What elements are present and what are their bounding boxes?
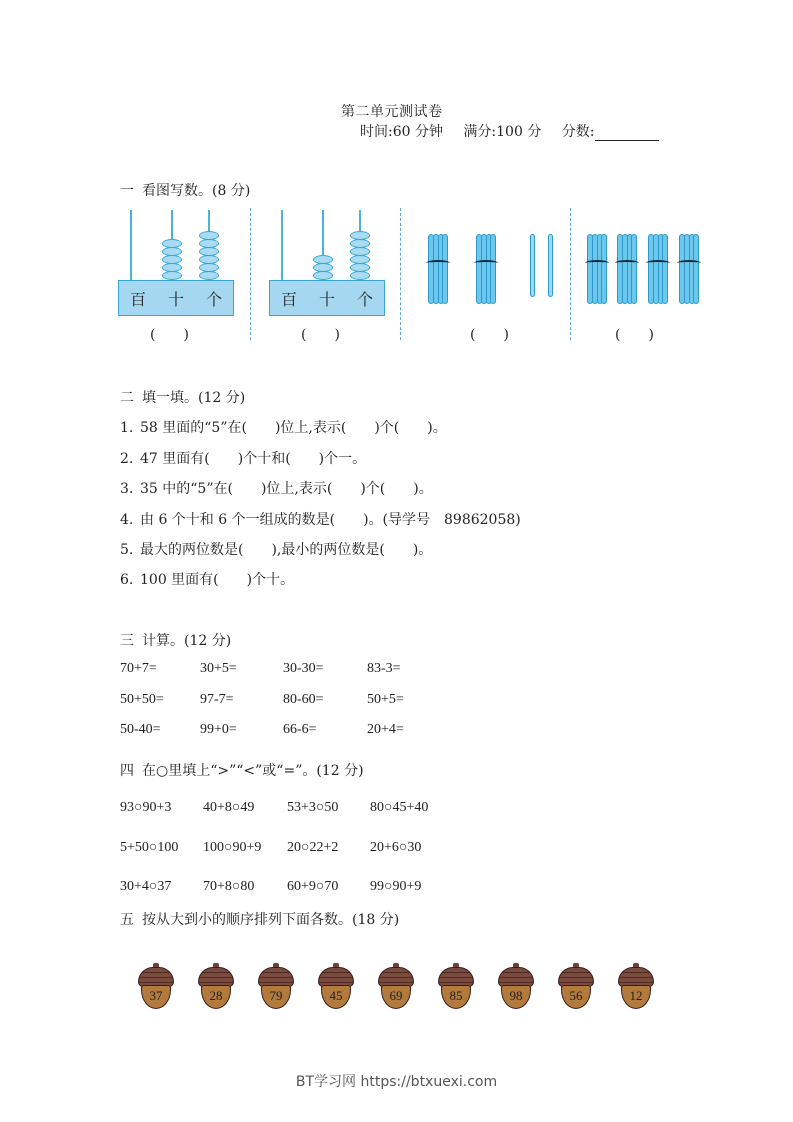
- acorn-number: 37: [141, 985, 171, 1009]
- calc-item: 50-40=: [120, 722, 161, 737]
- acorn: [437, 963, 475, 1011]
- acorn: [197, 963, 235, 1011]
- compare-item[interactable]: 5+50○100: [120, 840, 179, 855]
- question-text: 35 中的“5”在( )位上,表示( )个( )。: [140, 481, 433, 497]
- section-number: 二: [120, 390, 134, 406]
- full-score: 满分:100 分: [463, 124, 542, 140]
- question-index: 2.: [120, 451, 134, 467]
- score-label: 分数:: [561, 124, 595, 140]
- section-3-heading: [120, 630, 231, 650]
- score-blank[interactable]: [595, 126, 659, 141]
- acorn-number: 12: [621, 985, 651, 1009]
- section-title: 看图写数。(8 分): [142, 183, 251, 199]
- question-text: 47 里面有( )个十和( )个一。: [140, 451, 367, 467]
- divider: [250, 208, 251, 340]
- acorn-number: 28: [201, 985, 231, 1009]
- answer-blank[interactable]: ( ): [301, 327, 340, 343]
- answer-blank[interactable]: ( ): [150, 327, 189, 343]
- calc-item: 30+5=: [200, 661, 237, 676]
- calc-item: 50+50=: [120, 692, 164, 707]
- label-hundreds: 百: [280, 289, 297, 309]
- calc-item: 30-30=: [283, 661, 324, 676]
- stick-bundle: [587, 234, 607, 304]
- question-index: 5.: [120, 542, 134, 558]
- question-index: 1.: [120, 420, 134, 436]
- figure-abacus-2: [269, 208, 389, 343]
- label-tens: 十: [167, 289, 184, 309]
- single-stick: [548, 234, 553, 297]
- compare-item[interactable]: 93○90+3: [120, 800, 172, 815]
- answer-blank[interactable]: ( ): [615, 327, 654, 343]
- acorn: [137, 963, 175, 1011]
- section-1-heading: [120, 180, 250, 200]
- acorn-number: 56: [561, 985, 591, 1009]
- compare-item[interactable]: 99○90+9: [370, 879, 422, 894]
- compare-item[interactable]: 53+3○50: [287, 800, 339, 815]
- question-item: [120, 417, 447, 437]
- acorn: [377, 963, 415, 1011]
- compare-item[interactable]: 100○90+9: [203, 840, 262, 855]
- acorn: [617, 963, 655, 1011]
- section-number: 四: [120, 763, 134, 779]
- calc-item: 70+7=: [120, 661, 157, 676]
- calc-item: 20+4=: [367, 722, 404, 737]
- section-5-heading: [120, 909, 399, 929]
- question-item: [120, 448, 366, 468]
- compare-item[interactable]: 20○22+2: [287, 840, 339, 855]
- compare-item[interactable]: 80○45+40: [370, 800, 429, 815]
- calc-item: 66-6=: [283, 722, 317, 737]
- question-index: 6.: [120, 572, 134, 588]
- label-ones: 个: [205, 289, 222, 309]
- calc-item: 50+5=: [367, 692, 404, 707]
- question-item: [120, 509, 521, 529]
- footer-watermark: BT学习网 https://btxuexi.com: [295, 1074, 498, 1090]
- stick-bundle: [679, 234, 699, 304]
- label-hundreds: 百: [129, 289, 146, 309]
- answer-blank[interactable]: ( ): [470, 327, 509, 343]
- question-index: 3.: [120, 481, 134, 497]
- compare-item[interactable]: 60+9○70: [287, 879, 339, 894]
- section-title: 填一填。(12 分): [142, 390, 246, 406]
- stick-bundle: [476, 234, 496, 304]
- figure-sticks-1: [428, 234, 568, 344]
- acorn-number: 85: [441, 985, 471, 1009]
- calc-item: 99+0=: [200, 722, 237, 737]
- section-number: 五: [120, 912, 134, 928]
- acorn: [317, 963, 355, 1011]
- single-stick: [530, 234, 535, 297]
- question-text: 58 里面的“5”在( )位上,表示( )个( )。: [140, 420, 447, 436]
- question-item: [120, 478, 433, 498]
- section-number: 三: [120, 633, 134, 649]
- label-ones: 个: [356, 289, 373, 309]
- figure-abacus-1: [118, 208, 238, 343]
- stick-bundle: [648, 234, 668, 304]
- exam-info: [360, 121, 675, 141]
- calc-item: 83-3=: [367, 661, 401, 676]
- abacus-base: [269, 280, 385, 316]
- divider: [570, 208, 571, 340]
- stick-bundle: [617, 234, 637, 304]
- compare-item[interactable]: 40+8○49: [203, 800, 255, 815]
- section-title: 按从大到小的顺序排列下面各数。(18 分): [142, 912, 400, 928]
- question-index: 4.: [120, 512, 134, 528]
- question-text: 100 里面有( )个十。: [140, 572, 295, 588]
- acorn-number: 69: [381, 985, 411, 1009]
- stick-bundle: [428, 234, 448, 304]
- section-title: 在○里填上“>”“<”或“=”。(12 分): [142, 763, 364, 779]
- section-number: 一: [120, 183, 134, 199]
- question-item: [120, 539, 432, 559]
- page-title: 第二单元测试卷: [341, 104, 443, 120]
- acorn-number: 98: [501, 985, 531, 1009]
- acorn-number: 45: [321, 985, 351, 1009]
- question-item: [120, 569, 294, 589]
- calc-item: 97-7=: [200, 692, 234, 707]
- acorn: [257, 963, 295, 1011]
- question-text: 最大的两位数是( ),最小的两位数是( )。: [140, 542, 433, 558]
- divider: [400, 208, 401, 340]
- abacus-base: [118, 280, 234, 316]
- acorn: [497, 963, 535, 1011]
- figure-sticks-2: [587, 234, 707, 344]
- rod-hundreds: [281, 210, 283, 288]
- calc-item: 80-60=: [283, 692, 324, 707]
- acorn: [557, 963, 595, 1011]
- compare-item[interactable]: 70+8○80: [203, 879, 255, 894]
- section-4-heading: [120, 760, 364, 780]
- section-2-heading: [120, 387, 245, 407]
- label-tens: 十: [318, 289, 335, 309]
- compare-item[interactable]: 30+4○37: [120, 879, 172, 894]
- section-title: 计算。(12 分): [142, 633, 232, 649]
- question-text: 由 6 个十和 6 个一组成的数是( )。(导学号 89862058): [140, 512, 521, 528]
- compare-item[interactable]: 20+6○30: [370, 840, 422, 855]
- time-limit: 时间:60 分钟: [360, 124, 443, 140]
- acorn-number: 79: [261, 985, 291, 1009]
- rod-hundreds: [130, 210, 132, 288]
